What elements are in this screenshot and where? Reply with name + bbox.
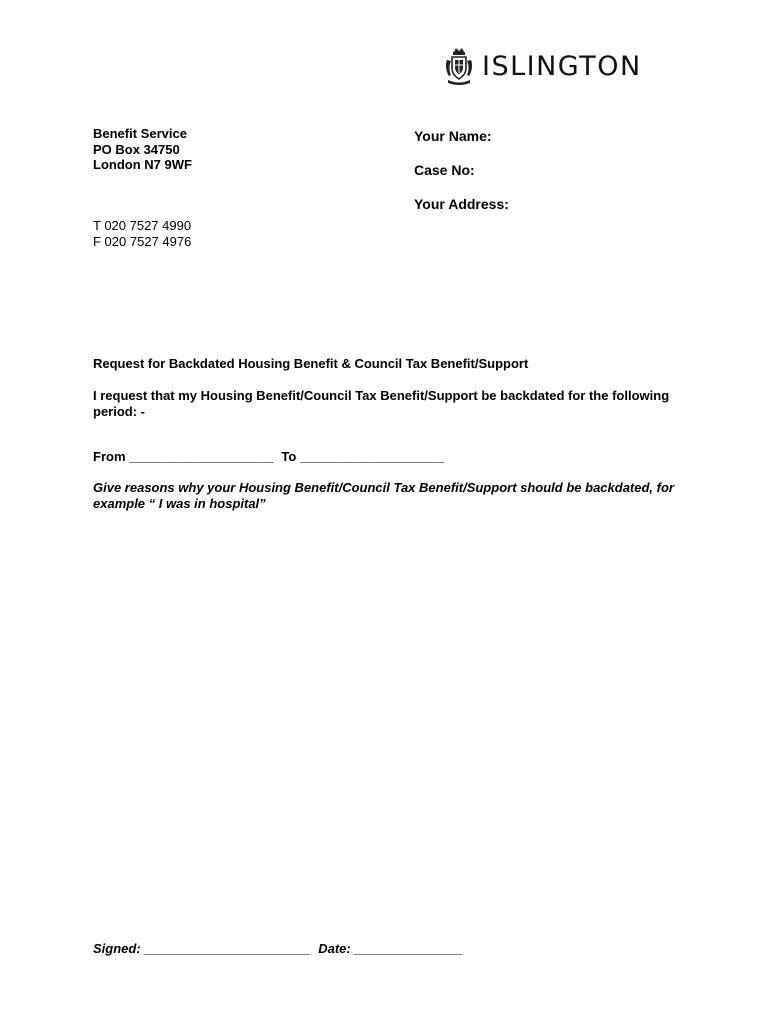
- period-fields: [93, 449, 445, 465]
- to-date-field[interactable]: ____________________: [299, 449, 445, 464]
- phone-number: T 020 7527 4990: [93, 218, 192, 233]
- signature-field[interactable]: _______________________: [144, 941, 311, 956]
- sender-address-line: London N7 9WF: [93, 157, 192, 172]
- islington-logo: [444, 44, 680, 88]
- signed-label: Signed:: [93, 941, 141, 956]
- date-field[interactable]: _______________: [354, 941, 463, 956]
- fax-number: F 020 7527 4976: [93, 233, 192, 249]
- your-name-label: Your Name:: [414, 128, 492, 144]
- logo-text: ISLINGTON: [482, 50, 642, 82]
- sender-contact: [93, 218, 191, 249]
- from-date-field[interactable]: ____________________: [129, 449, 274, 464]
- case-number-label: Case No:: [414, 162, 475, 178]
- from-label: From: [93, 449, 126, 464]
- document-title: Request for Backdated Housing Benefit & Council Tax Benefit/Support: [93, 356, 529, 371]
- sender-address-line: PO Box 34750: [93, 141, 180, 157]
- to-label: To: [281, 449, 297, 464]
- reasons-instruction: Give reasons why your Housing Benefit/Council Tax Benefit/Support should be backdated, for example “ I was in hospital”: [93, 480, 674, 511]
- your-address-label: Your Address:: [414, 196, 509, 212]
- coat-of-arms-icon: [444, 46, 474, 86]
- date-label: Date:: [318, 941, 351, 956]
- signature-line: [93, 941, 463, 957]
- sender-address: [93, 126, 192, 173]
- sender-address-line: Benefit Service: [93, 126, 187, 141]
- request-statement: I request that my Housing Benefit/Council Tax Benefit/Support be backdated for the following period: -: [93, 388, 670, 419]
